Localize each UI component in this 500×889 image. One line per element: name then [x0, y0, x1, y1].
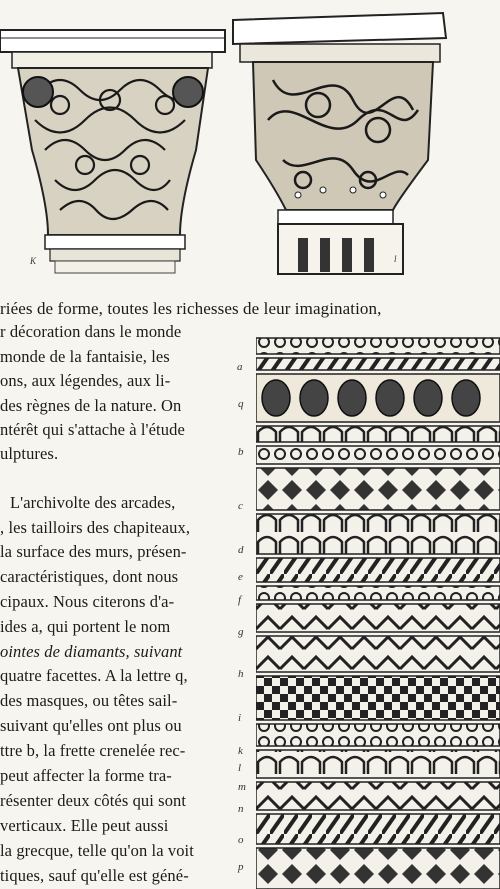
- margin-letter: d: [238, 544, 244, 556]
- margin-letter: p: [238, 861, 244, 873]
- text-line: la surface des murs, présen-: [0, 542, 187, 561]
- capital-k-illustration: [0, 0, 230, 275]
- text-line: des masques, ou têtes sail-: [0, 691, 178, 710]
- margin-letter: o: [238, 834, 244, 846]
- margin-letter: c: [238, 500, 243, 512]
- text-line: ntérêt qui s'attache à l'étude: [0, 420, 185, 439]
- text-line: verticaux. Elle peut aussi: [0, 816, 169, 835]
- text-line: des règnes de la nature. On: [0, 396, 182, 415]
- margin-letter: i: [238, 712, 242, 724]
- margin-letter: h: [238, 668, 244, 680]
- text-line: ulptures.: [0, 444, 59, 463]
- text-line: ointes de diamants, suivant: [0, 642, 183, 661]
- text-line: cipaux. Nous citerons d'a-: [0, 592, 175, 611]
- text-line: suivant qu'elles ont plus ou: [0, 716, 182, 735]
- margin-letter: f: [238, 594, 242, 606]
- capital-l-label: l: [394, 254, 397, 264]
- archivolt-ornaments-illustration: [256, 334, 500, 889]
- margin-letter: l: [238, 762, 242, 774]
- margin-letter: q: [238, 398, 244, 410]
- margin-letter: a: [237, 361, 243, 373]
- capital-l-illustration: [228, 10, 456, 280]
- margin-letter: k: [238, 745, 243, 757]
- margin-letter: m: [238, 781, 246, 793]
- text-line: la grecque, telle qu'on la voit: [0, 841, 194, 860]
- text-line: quatre facettes. A la lettre q,: [0, 666, 188, 685]
- text-line: riées de forme, toutes les richesses de leur imagination,: [0, 299, 382, 318]
- margin-letter: g: [238, 626, 244, 638]
- text-line: ttre b, la frette crenelée rec-: [0, 741, 186, 760]
- capital-k-label: K: [30, 256, 37, 266]
- text-line: monde de la fantaisie, les: [0, 347, 170, 366]
- text-line: r décoration dans le monde: [0, 322, 182, 341]
- text-line: ides a, qui portent le nom: [0, 617, 171, 636]
- text-line: peut affecter la forme tra-: [0, 766, 172, 785]
- margin-letter: n: [238, 803, 244, 815]
- text-line: caractéristiques, dont nous: [0, 567, 179, 586]
- text-line: tiques, sauf qu'elle est géné-: [0, 866, 189, 885]
- text-line: L'archivolte des arcades,: [10, 493, 176, 512]
- margin-letter: b: [238, 446, 244, 458]
- text-line: , les tailloirs des chapiteaux,: [0, 518, 191, 537]
- text-line: ons, aux légendes, aux li-: [0, 371, 171, 390]
- margin-letter: e: [238, 571, 243, 583]
- text-line: résenter deux côtés qui sont: [0, 791, 187, 810]
